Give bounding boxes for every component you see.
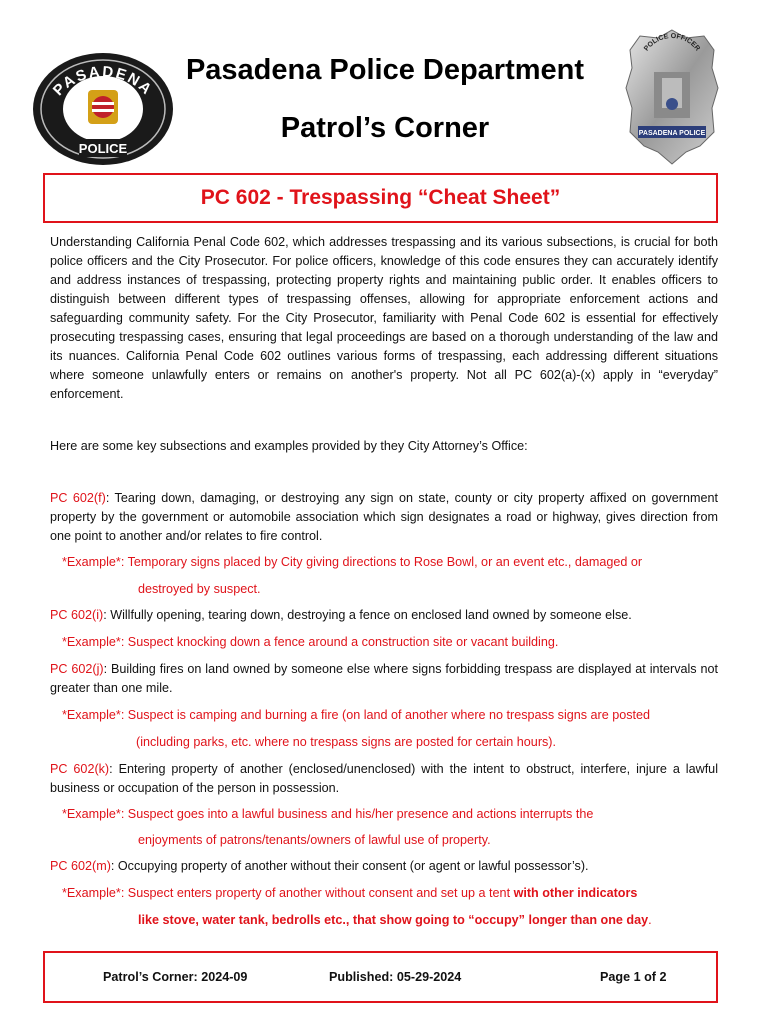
document-title: PC 602 - Trespassing “Cheat Sheet”: [200, 186, 561, 209]
section-text: : Willfully opening, tearing down, destroying a fence on enclosed land owned by someone else.: [103, 608, 632, 622]
section-602j: [50, 660, 718, 698]
example-602j-line1: [62, 706, 718, 725]
section-code: PC 602(j): [50, 662, 104, 676]
example-text: : Suspect is camping and burning a fire (on land of another where no trespass signs are posted: [120, 708, 651, 722]
key-subsections-intro: Here are some key subsections and examples provided by they City Attorney’s Office:: [50, 439, 528, 453]
section-602f: [50, 489, 718, 546]
example-602m-line2: [138, 911, 738, 930]
example-label: *Example*: [62, 807, 121, 821]
logo-top-text: PASADENA: [49, 63, 156, 100]
example-text-end: .: [648, 913, 652, 927]
section-code: PC 602(m): [50, 859, 111, 873]
department-title: Pasadena Police Department: [185, 54, 585, 86]
example-text: : Suspect knocking down a fence around a construction site or vacant building.: [120, 635, 559, 649]
example-602f-line1: [62, 553, 718, 572]
section-code: PC 602(i): [50, 608, 104, 622]
example-602k-line1: [62, 805, 718, 824]
section-text: : Occupying property of another without their consent (or agent or lawful possessor’s).: [110, 859, 589, 873]
example-label: *Example*: [62, 555, 121, 569]
section-602k: [50, 760, 718, 798]
example-602k-line2: enjoyments of patrons/tenants/owners of lawful use of property.: [138, 833, 491, 847]
police-officer-badge-logo: [624, 28, 720, 166]
example-text-bold: like stove, water tank, bedrolls etc., that show going to “occupy” longer than one day: [138, 913, 649, 927]
section-602i: [50, 606, 718, 625]
example-label: *Example*: [62, 708, 121, 722]
footer-page-number: Page 1 of 2: [600, 970, 667, 984]
intro-paragraph: Understanding California Penal Code 602, which addresses trespassing and its various subsections, is crucial for both police officers and the City Prosecutor. For police officers, knowledge of this code ensures they can accurately identify and address instances of trespassing, protecting property rights and maintaining public order. It enables officers to distinguish between different types of trespassing offenses, allowing for appropriate enforcement actions and safeguarding community safety. For the City Prosecutor, familiarity with Penal Code 602 is essential for effectively prosecuting trespassing cases, ensuring that legal proceedings are based on a thorough understanding of the law and its nuances. California Penal Code 602 outlines various forms of trespassing, each addressing different situations where someone unlawfully enters or remains on another's property. Not all PC 602(a)-(x) apply in “everyday” enforcement.: [50, 235, 718, 401]
pasadena-police-patch-logo: [32, 52, 174, 166]
logo-bottom-text: POLICE: [78, 141, 128, 156]
example-text-bold: with other indicators: [513, 886, 638, 900]
example-602m-line1: [62, 884, 718, 903]
footer-issue: Patrol’s Corner: 2024-09: [103, 970, 248, 984]
section-602m: [50, 857, 718, 876]
section-text: : Entering property of another (enclosed/unenclosed) with the intent to obstruct, interfere, injure a lawful business or occupation of the person in possession.: [50, 762, 718, 795]
example-text: : Suspect enters property of another without consent and set up a tent: [120, 886, 514, 900]
example-602i-line1: [62, 633, 718, 652]
example-text: : Temporary signs placed by City giving directions to Rose Bowl, or an event etc., damaged or: [120, 555, 643, 569]
example-text: : Suspect goes into a lawful business and his/her presence and actions interrupts the: [120, 807, 594, 821]
section-text: : Tearing down, damaging, or destroying any sign on state, county or city property affixed on government property by the government or automobile association which sign designates a road or highway, gives direction from one point to another and/or relates to fire control.: [50, 491, 718, 543]
footer-box: [43, 951, 718, 1003]
badge-bottom-text: PASADENA POLICE: [638, 130, 706, 137]
badge-top-text: POLICE OFFICER: [643, 32, 701, 53]
example-label: *Example*: [62, 886, 121, 900]
section-code: PC 602(f): [50, 491, 106, 505]
document-title-box: [43, 173, 718, 223]
example-602j-line2: (including parks, etc. where no trespass signs are posted for certain hours).: [136, 735, 556, 749]
section-code: PC 602(k): [50, 762, 110, 776]
section-text: : Building fires on land owned by someone else where signs forbidding trespass are displayed at intervals not greater than one mile.: [50, 662, 718, 695]
example-602f-line2: destroyed by suspect.: [138, 582, 261, 596]
example-label: *Example*: [62, 635, 121, 649]
publication-title: Patrol’s Corner: [280, 112, 490, 144]
footer-published-date: Published: 05-29-2024: [329, 970, 462, 984]
